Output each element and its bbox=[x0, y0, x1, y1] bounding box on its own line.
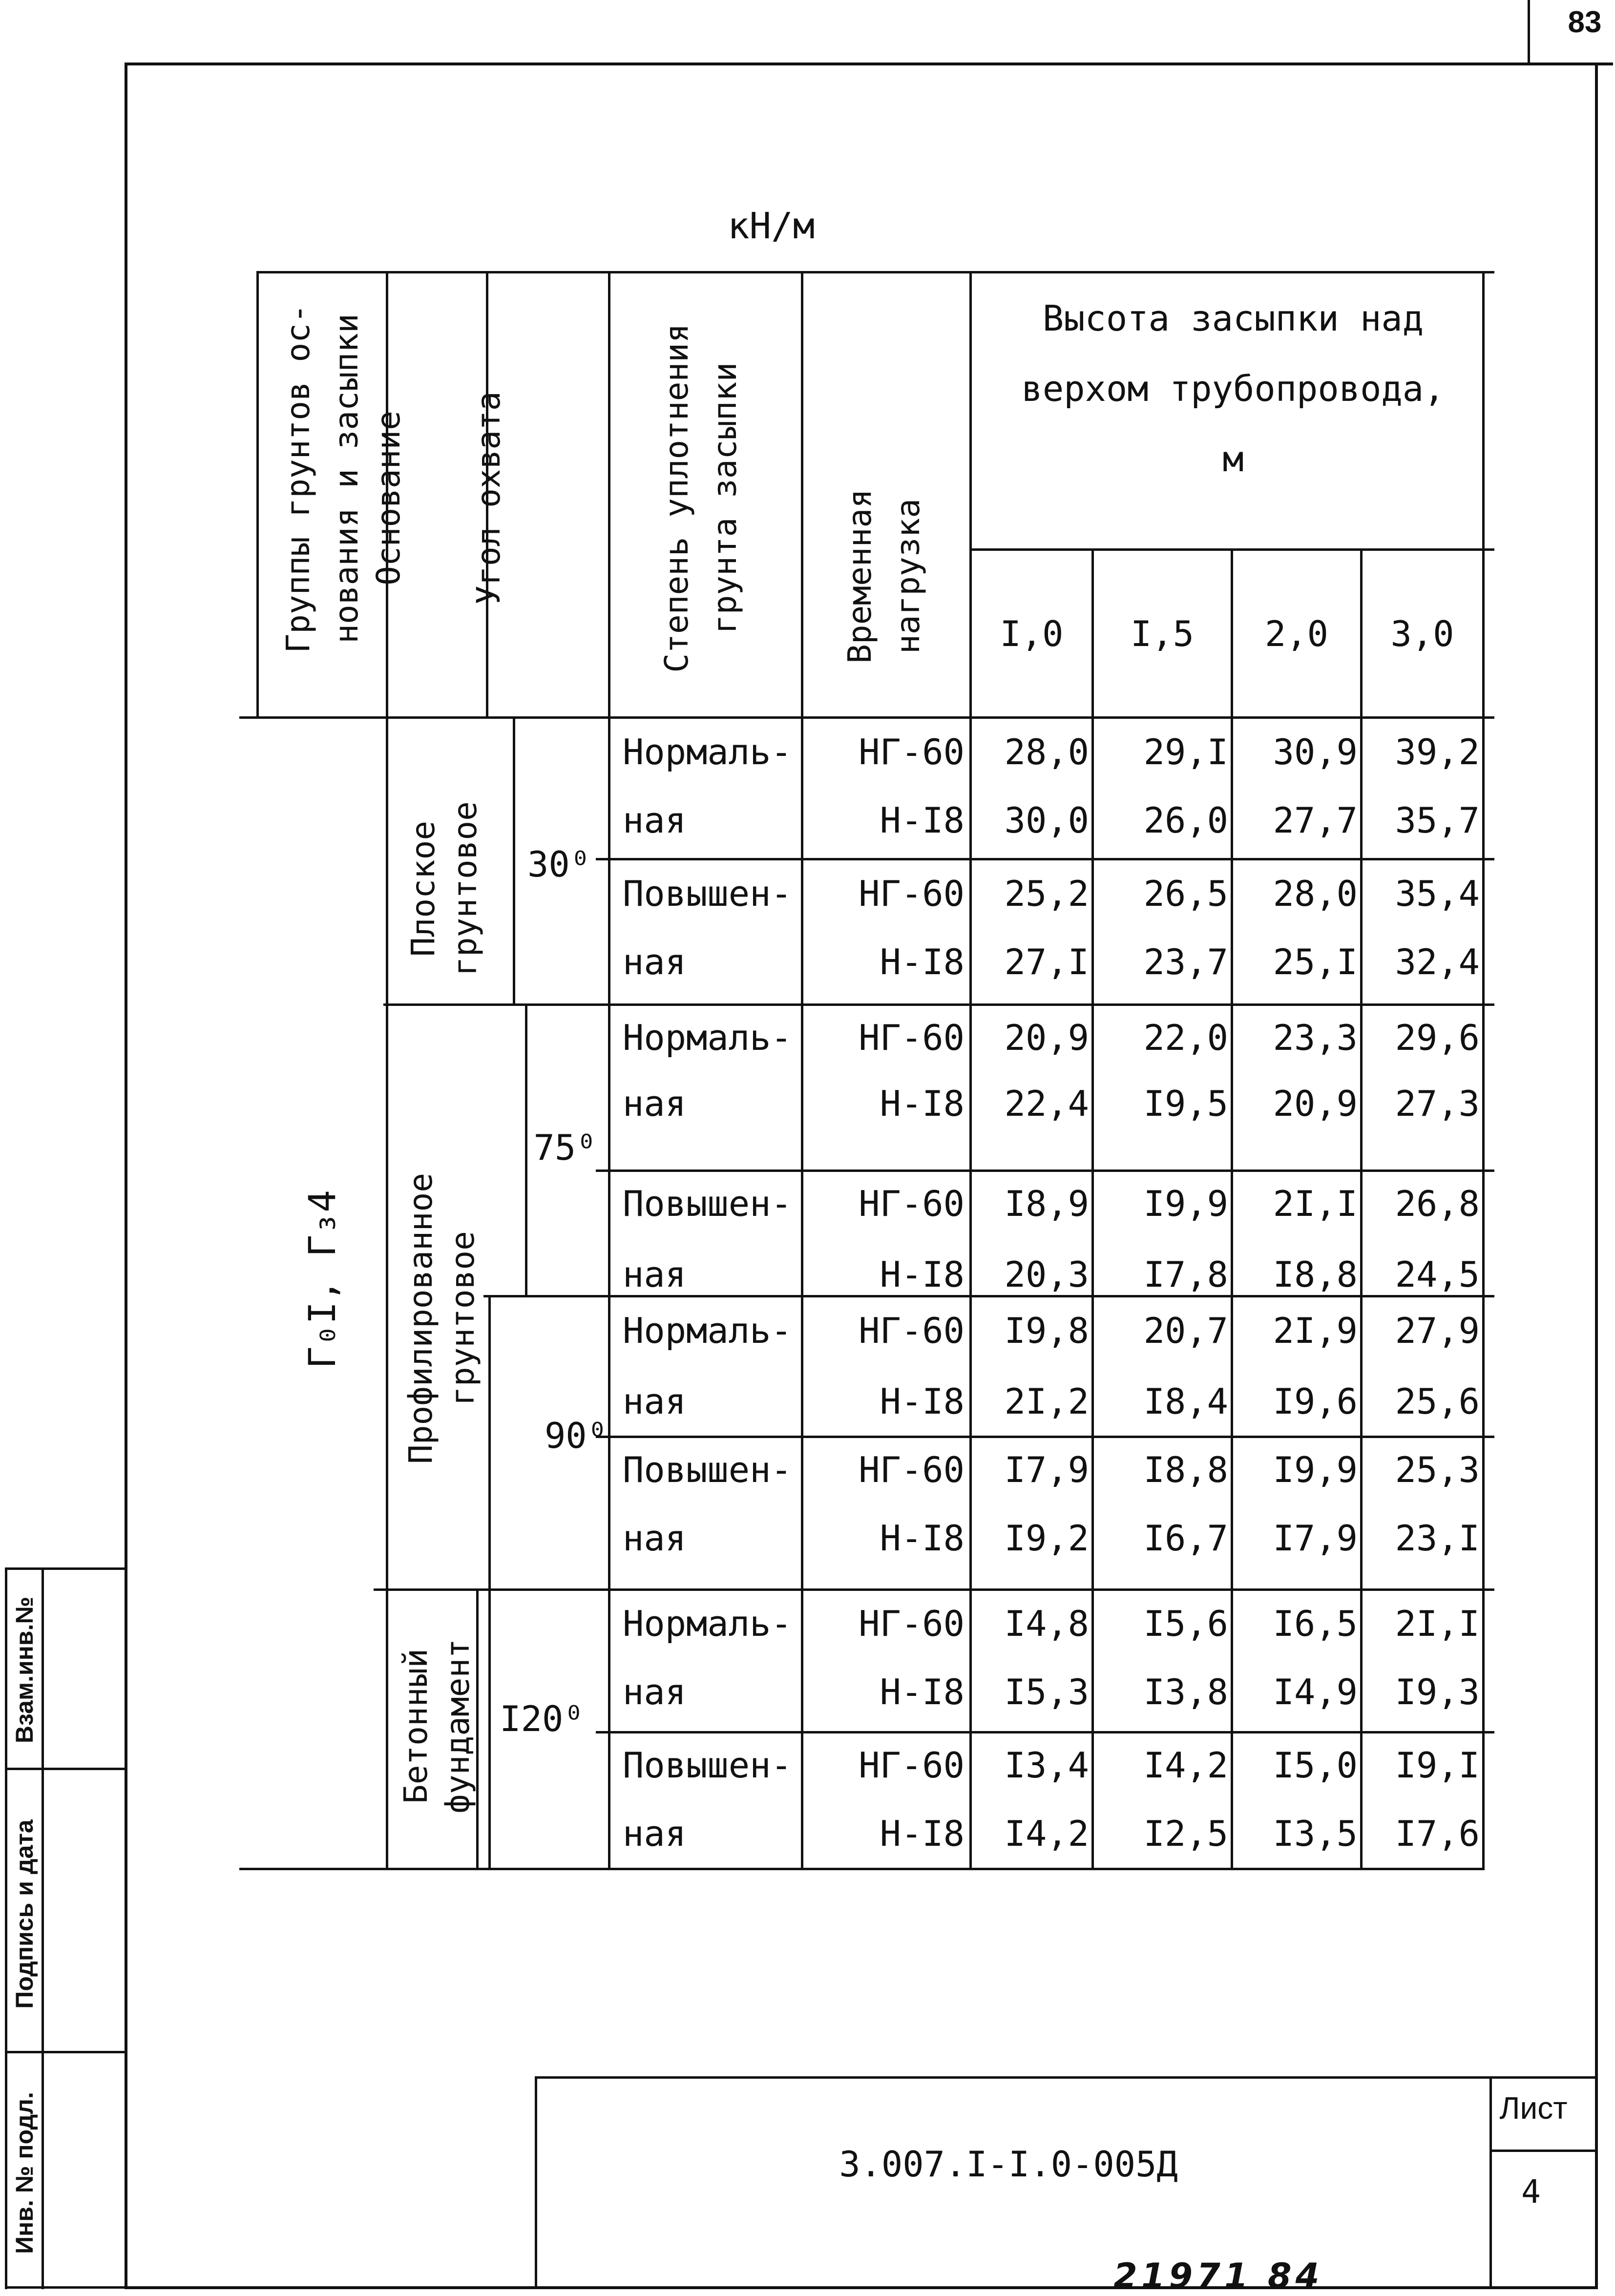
load-label: Н-I8 bbox=[880, 1381, 965, 1422]
compaction-label: ная bbox=[623, 1254, 687, 1295]
header-load-line1: Временная bbox=[841, 489, 879, 664]
value-cell: I6,5 bbox=[1273, 1603, 1358, 1644]
soil-group-text: Г₀I, Г₃4 bbox=[300, 1190, 344, 1369]
compaction-label: ная bbox=[623, 1083, 687, 1124]
value-cell: 25,I bbox=[1273, 941, 1358, 982]
header-soil-groups bbox=[273, 271, 371, 686]
stamp-inv-orig: Инв. № подл. bbox=[11, 2092, 38, 2254]
value-cell: 2I,9 bbox=[1273, 1310, 1358, 1351]
height-col-header: I,0 bbox=[1000, 613, 1064, 654]
sheet-number: 4 bbox=[1521, 2173, 1541, 2211]
header-angle-label: Угол охвата bbox=[469, 391, 507, 605]
load-label: Н-I8 bbox=[880, 1518, 965, 1559]
compaction-label: Нормаль- bbox=[623, 1017, 792, 1058]
load-label: Н-I8 bbox=[880, 1813, 965, 1854]
value-cell: I4,8 bbox=[1004, 1603, 1089, 1644]
load-label: НГ-60 bbox=[859, 1449, 965, 1490]
value-cell: 23,I bbox=[1395, 1518, 1480, 1559]
header-angle bbox=[459, 386, 518, 610]
value-cell: 24,5 bbox=[1395, 1254, 1480, 1295]
header-load bbox=[835, 454, 933, 698]
value-cell: I3,4 bbox=[1004, 1745, 1089, 1786]
value-cell: 20,7 bbox=[1143, 1310, 1228, 1351]
compaction-label: Нормаль- bbox=[623, 731, 792, 772]
col-line bbox=[488, 1295, 491, 1868]
value-cell: 20,9 bbox=[1004, 1017, 1089, 1058]
value-cell: 25,2 bbox=[1004, 873, 1089, 914]
unit-label: кН/м bbox=[728, 205, 815, 247]
value-cell: I9,9 bbox=[1143, 1183, 1228, 1224]
angle-90: 90⁰ bbox=[544, 1415, 608, 1456]
base-profiled-line1: Профилированное bbox=[402, 1172, 440, 1464]
value-cell: I8,8 bbox=[1143, 1449, 1228, 1490]
header-load-line2: нагрузка bbox=[889, 499, 927, 654]
value-cell: 27,3 bbox=[1395, 1083, 1480, 1124]
header-soil-groups-line1: Группы грунтов ос- bbox=[279, 304, 317, 653]
header-height-line1: Высота засыпки над bbox=[1042, 298, 1424, 339]
load-label: Н-I8 bbox=[880, 800, 965, 841]
value-cell: I3,5 bbox=[1273, 1813, 1358, 1854]
compaction-label: Повышен- bbox=[623, 1449, 792, 1490]
frame-bottom bbox=[125, 2286, 1597, 2289]
frame-right bbox=[1595, 63, 1598, 2289]
value-cell: 26,5 bbox=[1143, 873, 1228, 914]
header-base-label: Основание bbox=[369, 411, 407, 585]
load-label: Н-I8 bbox=[880, 1083, 965, 1124]
value-cell: I5,0 bbox=[1273, 1745, 1358, 1786]
value-cell: I7,9 bbox=[1273, 1518, 1358, 1559]
value-cell: I8,4 bbox=[1143, 1381, 1228, 1422]
value-cell: I4,9 bbox=[1273, 1671, 1358, 1712]
base-profiled bbox=[398, 1074, 486, 1563]
frame-top bbox=[125, 63, 1613, 65]
header-height-line2: верхом трубопровода, bbox=[1021, 368, 1445, 409]
angle-120: I20⁰ bbox=[500, 1698, 585, 1739]
compaction-label: ная bbox=[623, 1518, 687, 1559]
document-code: 3.007.I-I.0-005Д bbox=[839, 2144, 1178, 2185]
value-cell: I7,6 bbox=[1395, 1813, 1480, 1854]
value-cell: I9,5 bbox=[1143, 1083, 1228, 1124]
value-cell: 2I,I bbox=[1395, 1603, 1480, 1644]
value-cell: I4,2 bbox=[1004, 1813, 1089, 1854]
stamp-bottom bbox=[5, 2286, 127, 2289]
header-compaction-line1: Степень уплотнения bbox=[658, 323, 695, 673]
value-cell: I9,I bbox=[1395, 1745, 1480, 1786]
compaction-label: ная bbox=[623, 800, 687, 841]
value-cell: 20,3 bbox=[1004, 1254, 1089, 1295]
value-cell: 22,0 bbox=[1143, 1017, 1228, 1058]
value-cell: 29,I bbox=[1143, 731, 1228, 772]
col-line bbox=[608, 271, 610, 1868]
base-flat-line2: грунтовое bbox=[446, 801, 484, 976]
load-label: Н-I8 bbox=[880, 1671, 965, 1712]
angle-75: 75⁰ bbox=[533, 1127, 597, 1168]
load-label: НГ-60 bbox=[859, 1310, 965, 1351]
header-compaction bbox=[652, 291, 750, 706]
value-cell: 32,4 bbox=[1395, 941, 1480, 982]
value-cell: I9,3 bbox=[1395, 1671, 1480, 1712]
sheet-label: Лист bbox=[1499, 2090, 1568, 2126]
value-cell: I9,6 bbox=[1273, 1381, 1358, 1422]
load-label: НГ-60 bbox=[859, 1603, 965, 1644]
title-sheet-sep bbox=[1489, 2150, 1597, 2152]
value-cell: I5,3 bbox=[1004, 1671, 1089, 1712]
handwritten-number: 21971 84 bbox=[1113, 2256, 1323, 2296]
value-cell: 23,3 bbox=[1273, 1017, 1358, 1058]
value-cell: I4,2 bbox=[1143, 1745, 1228, 1786]
value-cell: 2I,I bbox=[1273, 1183, 1358, 1224]
title-top bbox=[535, 2076, 1597, 2079]
load-label: НГ-60 bbox=[859, 1017, 965, 1058]
compaction-label: Повышен- bbox=[623, 1183, 792, 1224]
value-cell: 30,9 bbox=[1273, 731, 1358, 772]
value-cell: I9,9 bbox=[1273, 1449, 1358, 1490]
value-cell: I7,9 bbox=[1004, 1449, 1089, 1490]
load-label: НГ-60 bbox=[859, 873, 965, 914]
height-col-header: I,5 bbox=[1130, 613, 1195, 654]
value-cell: 28,0 bbox=[1273, 873, 1358, 914]
value-cell: I9,2 bbox=[1004, 1518, 1089, 1559]
height-col-header: 3,0 bbox=[1390, 613, 1454, 654]
table-left-line bbox=[256, 271, 259, 718]
value-cell: 27,9 bbox=[1395, 1310, 1480, 1351]
value-cell: 27,7 bbox=[1273, 800, 1358, 841]
value-cell: I2,5 bbox=[1143, 1813, 1228, 1854]
header-compaction-line2: грунта засыпки bbox=[706, 362, 744, 634]
base-concrete bbox=[393, 1589, 481, 1863]
base-flat bbox=[400, 772, 488, 1006]
value-cell: I3,8 bbox=[1143, 1671, 1228, 1712]
height-col-header: 2,0 bbox=[1264, 613, 1329, 654]
value-cell: 25,6 bbox=[1395, 1381, 1480, 1422]
frame-left bbox=[125, 63, 127, 2289]
compaction-label: Повышен- bbox=[623, 1745, 792, 1786]
value-cell: 35,7 bbox=[1395, 800, 1480, 841]
value-cell: 30,0 bbox=[1004, 800, 1089, 841]
row-sep bbox=[374, 1588, 1494, 1591]
value-cell: I5,6 bbox=[1143, 1603, 1228, 1644]
compaction-label: ная bbox=[623, 1671, 687, 1712]
header-base bbox=[359, 400, 418, 596]
title-divider bbox=[1489, 2076, 1492, 2289]
value-cell: 22,4 bbox=[1004, 1083, 1089, 1124]
value-cell: 26,0 bbox=[1143, 800, 1228, 841]
stamp-divider bbox=[42, 1567, 44, 2289]
compaction-label: ная bbox=[623, 941, 687, 982]
value-cell: 28,0 bbox=[1004, 731, 1089, 772]
base-flat-line1: Плоское bbox=[404, 820, 442, 957]
value-cell: I8,8 bbox=[1273, 1254, 1358, 1295]
load-label: Н-I8 bbox=[880, 941, 965, 982]
stamp-inv-replace: Взам.инв.№ bbox=[11, 1596, 38, 1744]
row-sep bbox=[596, 858, 1494, 860]
value-cell: 35,4 bbox=[1395, 873, 1480, 914]
value-cell: 27,I bbox=[1004, 941, 1089, 982]
compaction-label: ная bbox=[623, 1381, 687, 1422]
table-right-line bbox=[1482, 271, 1485, 1868]
load-label: НГ-60 bbox=[859, 1745, 965, 1786]
compaction-label: ная bbox=[623, 1813, 687, 1854]
value-cell: 20,9 bbox=[1273, 1083, 1358, 1124]
base-concrete-line1: Бетонный bbox=[397, 1649, 435, 1804]
header-height-line3: м bbox=[1222, 438, 1244, 480]
value-cell: I7,8 bbox=[1143, 1254, 1228, 1295]
value-cell: I9,8 bbox=[1004, 1310, 1089, 1351]
load-label: НГ-60 bbox=[859, 731, 965, 772]
header-height bbox=[972, 283, 1494, 494]
value-cell: 23,7 bbox=[1143, 941, 1228, 982]
value-cell: 25,3 bbox=[1395, 1449, 1480, 1490]
angle-30: 30⁰ bbox=[527, 844, 591, 885]
value-cell: 39,2 bbox=[1395, 731, 1480, 772]
value-cell: 2I,2 bbox=[1004, 1381, 1089, 1422]
stamp-sign-date: Подпись и дата bbox=[11, 1819, 38, 2009]
table-top-line bbox=[259, 271, 1494, 273]
load-label: Н-I8 bbox=[880, 1254, 965, 1295]
table-bottom-line bbox=[239, 1868, 1485, 1870]
compaction-label: Нормаль- bbox=[623, 1603, 792, 1644]
load-label: НГ-60 bbox=[859, 1183, 965, 1224]
value-cell: I8,9 bbox=[1004, 1183, 1089, 1224]
value-cell: 29,6 bbox=[1395, 1017, 1480, 1058]
compaction-label: Нормаль- bbox=[623, 1310, 792, 1351]
page-number-box-left bbox=[1528, 0, 1530, 63]
base-concrete-line2: фундамент bbox=[439, 1639, 477, 1814]
value-cell: I6,7 bbox=[1143, 1518, 1228, 1559]
value-cell: 26,8 bbox=[1395, 1183, 1480, 1224]
soil-group-label bbox=[293, 1143, 352, 1416]
page-number: 83 bbox=[1568, 5, 1602, 39]
compaction-label: Повышен- bbox=[623, 873, 792, 914]
base-profiled-line2: грунтовое bbox=[444, 1231, 482, 1406]
header-soil-groups-line2: нования и засыпки bbox=[328, 313, 365, 644]
